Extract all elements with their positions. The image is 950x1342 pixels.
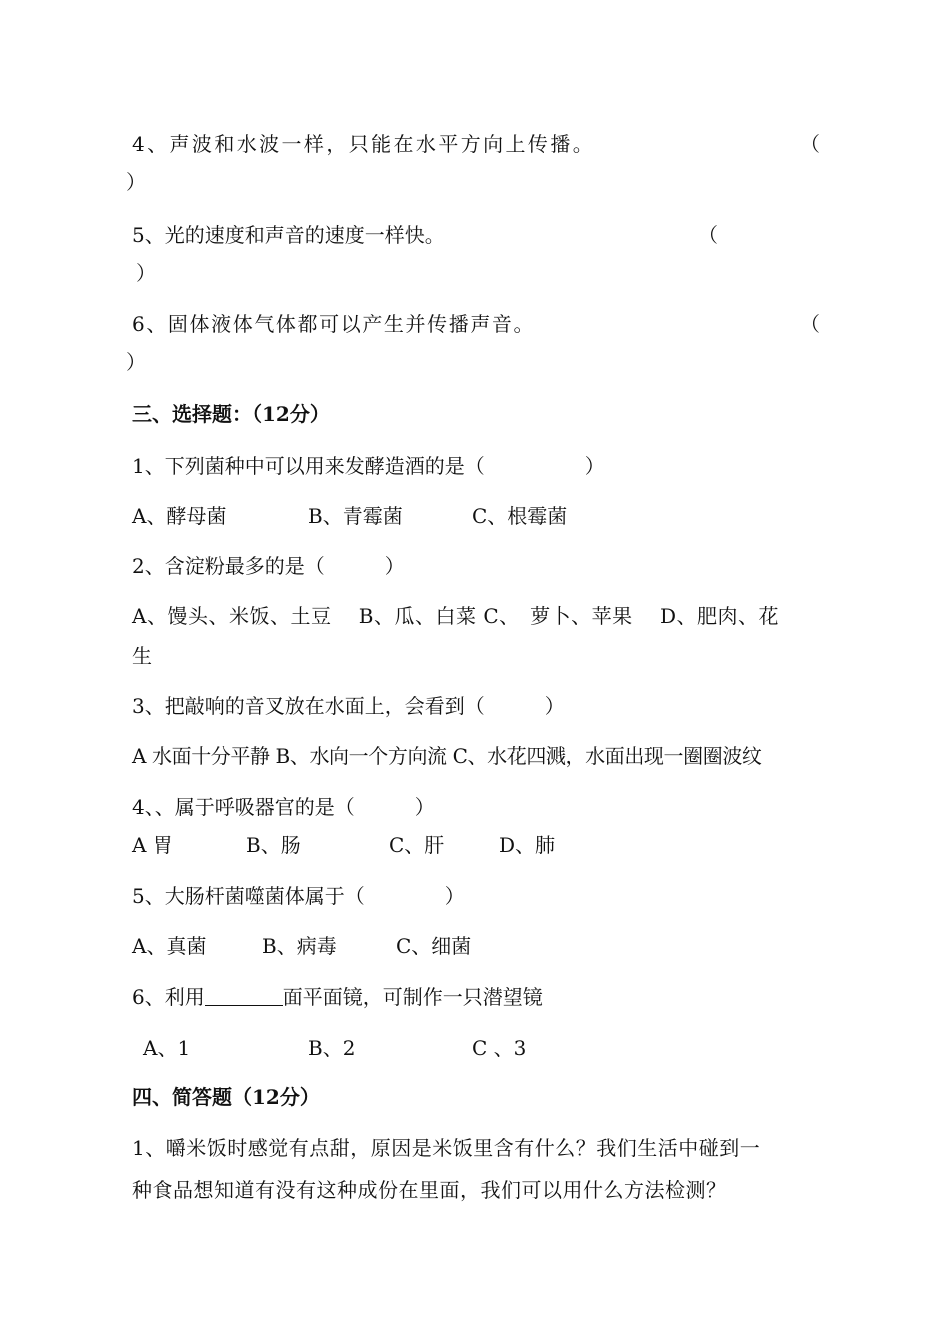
choice-q4-stem: 4、、属于呼吸器官的是（ ） bbox=[132, 795, 435, 819]
fill-in-blank bbox=[205, 987, 283, 1006]
choice-q4-option-c: C、肝 bbox=[389, 833, 445, 857]
choice-q1-option-a: A、酵母菌 bbox=[132, 504, 227, 528]
tf-answer-open-6: （ bbox=[800, 312, 820, 336]
tf-question-5: 5、光的速度和声音的速度一样快。 bbox=[132, 223, 445, 247]
choice-q5-option-c: C、细菌 bbox=[396, 934, 472, 958]
choice-q2-options-line2: 生 bbox=[132, 644, 152, 668]
choice-q5-option-b: B、病毒 bbox=[262, 934, 337, 958]
choice-q3-options: A 水面十分平静 B、水向一个方向流 C、水花四溅，水面出现一圈圈波纹 bbox=[132, 744, 762, 768]
section-heading-choice: 三、选择题：（12分） bbox=[132, 402, 330, 426]
tf-answer-open-5: （ bbox=[698, 223, 718, 247]
choice-q1-option-b: B、青霉菌 bbox=[308, 504, 403, 528]
choice-q6-option-b: B、2 bbox=[308, 1036, 356, 1060]
choice-q2-stem: 2、含淀粉最多的是（ ） bbox=[132, 554, 405, 578]
choice-q5-option-a: A、真菌 bbox=[132, 934, 207, 958]
choice-q6-stem-start: 6、利用 bbox=[132, 985, 205, 1009]
tf-answer-close-5: ） bbox=[136, 261, 156, 285]
choice-q6-option-a: A、1 bbox=[143, 1036, 191, 1060]
choice-q1-option-c: C、根霉菌 bbox=[472, 504, 568, 528]
choice-q4-option-d: D、肺 bbox=[499, 833, 556, 857]
choice-q1-stem: 1、下列菌种中可以用来发酵造酒的是（ ） bbox=[132, 454, 605, 478]
tf-answer-close-4: ） bbox=[126, 170, 146, 194]
choice-q6-stem-end: 面平面镜，可制作一只潜望镜 bbox=[282, 985, 543, 1009]
tf-question-6: 6、固体液体气体都可以产生并传播声音。 bbox=[132, 312, 536, 336]
short-answer-q1-line1: 1、嚼米饭时感觉有点甜，原因是米饭里含有什么？我们生活中碰到一 bbox=[132, 1136, 761, 1160]
choice-q4-option-b: B、肠 bbox=[246, 833, 301, 857]
tf-answer-open-4: （ bbox=[800, 132, 820, 156]
tf-question-4: 4、声波和水波一样，只能在水平方向上传播。 bbox=[132, 132, 596, 156]
short-answer-q1-line2: 种食品想知道有没有这种成份在里面，我们可以用什么方法检测？ bbox=[132, 1178, 727, 1202]
choice-q3-stem: 3、把敲响的音叉放在水面上，会看到（ ） bbox=[132, 694, 565, 718]
choice-q2-options-line1: A、馒头、米饭、土豆 B、瓜、白菜 C、 萝卜、苹果 D、肥肉、花 bbox=[132, 604, 780, 628]
choice-q6-option-c: C 、3 bbox=[472, 1036, 527, 1060]
tf-answer-close-6: ） bbox=[126, 350, 146, 374]
choice-q4-option-a: A 胃 bbox=[132, 833, 173, 857]
section-heading-short-answer: 四、简答题（12分） bbox=[132, 1085, 320, 1109]
choice-q5-stem: 5、大肠杆菌噬菌体属于（ ） bbox=[132, 884, 465, 908]
choice-q6-stem bbox=[132, 987, 543, 1007]
